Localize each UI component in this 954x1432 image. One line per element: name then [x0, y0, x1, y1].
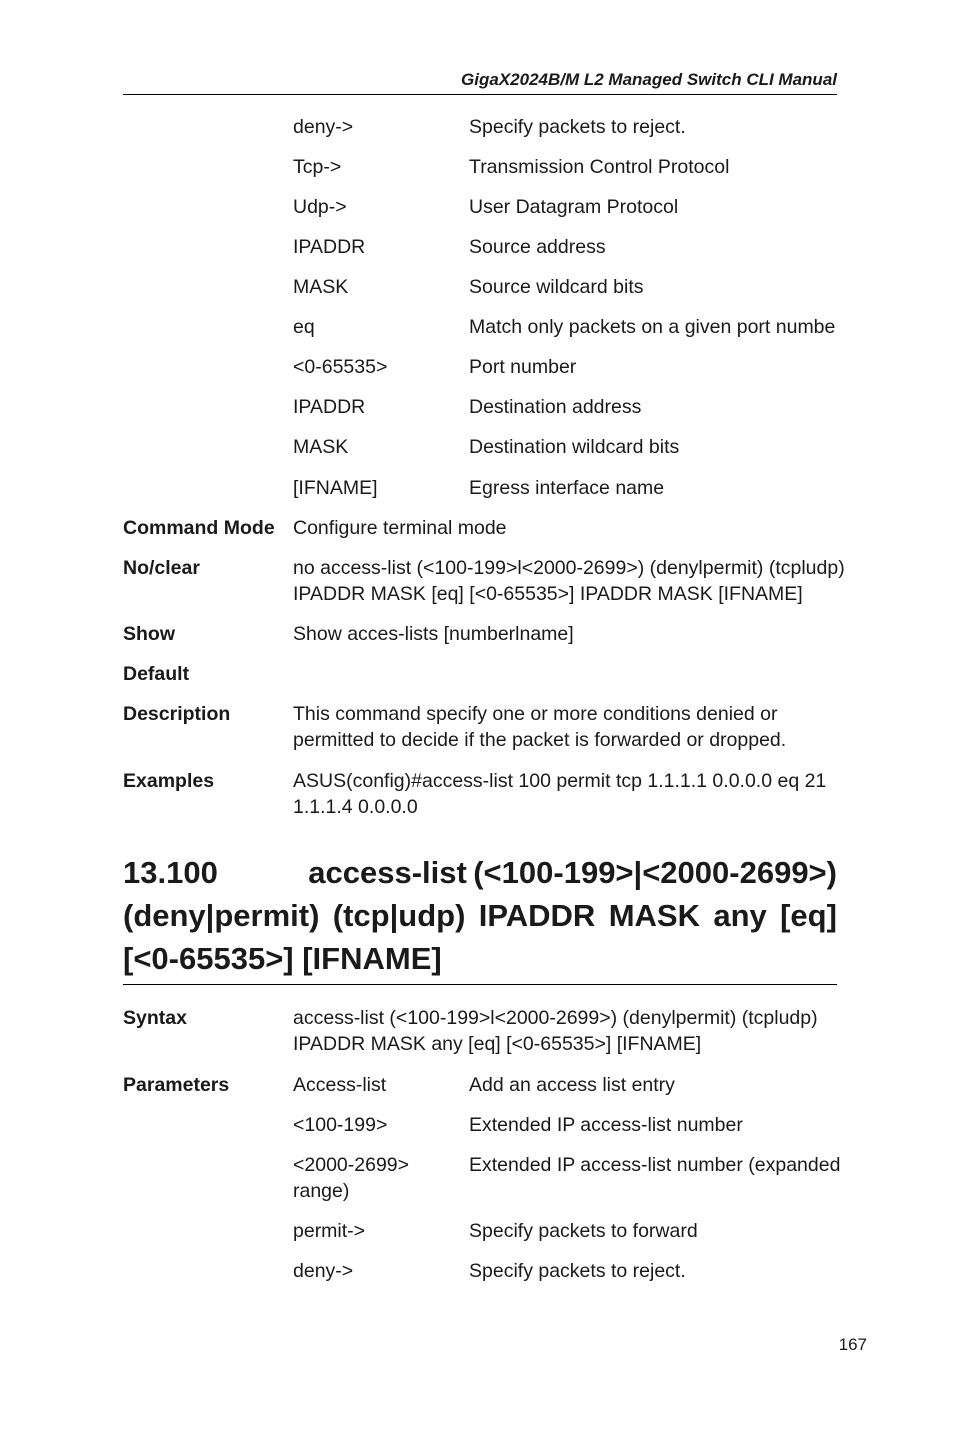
manual-title: GigaX2024B/M L2 Managed Switch CLI Manual — [461, 70, 837, 89]
param-name: Udp-> — [293, 196, 347, 218]
description-value-line2: permitted to decide if the packet is forwarded or dropped. — [293, 729, 787, 751]
heading-word: [eq] — [780, 898, 837, 933]
param-name-cont: range) — [293, 1180, 350, 1202]
command-mode-label: Command Mode — [123, 517, 275, 539]
show-value: Show acces-lists [numberlname] — [293, 623, 574, 645]
param-name: Tcp-> — [293, 156, 342, 178]
param-desc: Specify packets to reject. — [469, 116, 686, 138]
param-desc: User Datagram Protocol — [469, 196, 679, 218]
heading-word: (deny|permit) — [123, 898, 320, 933]
syntax-line1: access-list (<100-199>l<2000-2699>) (denylpermit) (tcpludp) — [293, 1007, 818, 1029]
param-desc: Specify packets to reject. — [469, 1260, 686, 1282]
param-desc: Destination wildcard bits — [469, 436, 680, 458]
param-desc: Source wildcard bits — [469, 276, 644, 298]
description-value-line1: This command specify one or more conditions denied or — [293, 703, 778, 725]
section-heading — [123, 851, 837, 980]
param-name: <2000-2699> — [293, 1154, 410, 1176]
heading-word: IPADDR — [478, 898, 596, 933]
section-heading-line1 — [123, 851, 837, 894]
running-header — [123, 66, 837, 95]
description-label: Description — [123, 703, 231, 725]
param-desc: Egress interface name — [469, 477, 665, 499]
heading-word: (tcp|udp) — [332, 898, 466, 933]
param-name: <0-65535> — [293, 356, 388, 378]
section-number: 13.100 — [123, 855, 218, 890]
param-desc: Destination address — [469, 396, 642, 418]
param-desc: Match only packets on a given port numbe — [469, 316, 836, 338]
param-name: MASK — [293, 436, 349, 458]
heading-word: access-list — [308, 855, 467, 890]
examples-value-line2: 1.1.1.4 0.0.0.0 — [293, 796, 418, 818]
param-desc: Specify packets to forward — [469, 1220, 698, 1242]
default-label: Default — [123, 663, 190, 685]
parameters-label: Parameters — [123, 1074, 230, 1096]
syntax-line2: IPADDR MASK any [eq] [<0-65535>] [IFNAME] — [293, 1033, 702, 1055]
param-name: IPADDR — [293, 236, 366, 258]
param-name: Access-list — [293, 1074, 387, 1096]
param-name: deny-> — [293, 1260, 354, 1282]
param-desc: Source address — [469, 236, 606, 258]
syntax-label: Syntax — [123, 1007, 187, 1029]
param-desc: Add an access list entry — [469, 1074, 675, 1096]
param-name: [IFNAME] — [293, 477, 378, 499]
show-label: Show — [123, 623, 175, 645]
param-name: IPADDR — [293, 396, 366, 418]
section-heading-line2 — [123, 894, 837, 937]
section-divider — [123, 984, 837, 985]
param-name: permit-> — [293, 1220, 366, 1242]
no-clear-value-line1: no access-list (<100-199>l<2000-2699>) (denylpermit) (tcpludp) — [293, 557, 845, 579]
param-name: deny-> — [293, 116, 354, 138]
no-clear-value-line2: IPADDR MASK [eq] [<0-65535>] IPADDR MASK [IFNAME] — [293, 583, 803, 605]
examples-label: Examples — [123, 770, 215, 792]
page-number: 167 — [838, 1335, 867, 1354]
param-name: <100-199> — [293, 1114, 388, 1136]
param-name: eq — [293, 316, 315, 338]
param-desc: Port number — [469, 356, 577, 378]
param-desc: Transmission Control Protocol — [469, 156, 730, 178]
no-clear-label: No/clear — [123, 557, 200, 579]
param-desc: Extended IP access-list number (expanded — [469, 1154, 841, 1176]
examples-value-line1: ASUS(config)#access-list 100 permit tcp 1.1.1.1 0.0.0.0 eq 21 — [293, 770, 827, 792]
section-heading-line3: [<0-65535>] [IFNAME] — [123, 941, 442, 976]
param-desc: Extended IP access-list number — [469, 1114, 743, 1136]
heading-word: (<100-199>|<2000-2699>) — [473, 855, 837, 890]
param-name: MASK — [293, 276, 349, 298]
heading-word: MASK — [608, 898, 700, 933]
command-mode-value: Configure terminal mode — [293, 517, 507, 539]
heading-word: any — [713, 898, 767, 933]
